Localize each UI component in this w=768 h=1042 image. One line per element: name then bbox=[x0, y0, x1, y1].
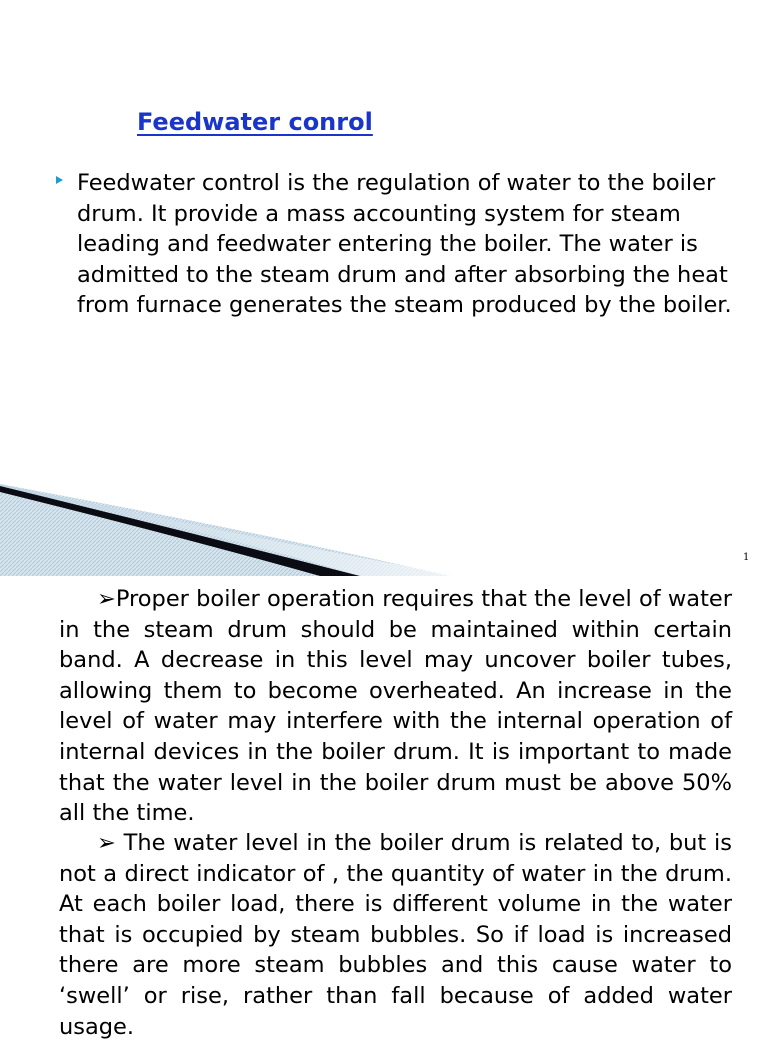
arrow-bullet-icon: ➢ bbox=[97, 586, 116, 612]
paragraph-1 bbox=[59, 584, 732, 829]
arrow-bullet-icon: ➢ bbox=[97, 830, 116, 856]
slide-2 bbox=[0, 576, 768, 1040]
triangle-bullet-icon bbox=[56, 176, 63, 184]
paragraph-2 bbox=[59, 828, 732, 1042]
bullet-text: Feedwater control is the regulation of water to the boiler drum. It provide a mass accounting system for steam leading and feedwater entering the boiler. The water is admitted to the steam drum and after absorbing the heat from furnace generates the steam produced by the boiler. bbox=[77, 170, 732, 319]
paragraph-2-text: The water level in the boiler drum is related to, but is not a direct indicator of , the quantity of water in the drum. At each boiler load, there is different volume in the water that is occupied by steam bubbles. So if load is increased there are more steam bubbles and this cause water to ‘swell’ or rise, rather than fall because of added water usage. bbox=[59, 830, 732, 1040]
paragraph-1-text: Proper boiler operation requires that the level of water in the steam drum should be maintained within certain band. A decrease in this level may uncover boiler tubes, allowing them to become overheated. An increase in the level of water may interfere with the internal operation of internal devices in the boiler drum. It is important to made that the water level in the boiler drum must be above 50% all the time. bbox=[59, 586, 732, 827]
slide-title: Feedwater conrol bbox=[137, 108, 373, 136]
page-number: 1 bbox=[743, 552, 750, 563]
swoosh-decoration bbox=[0, 480, 768, 576]
